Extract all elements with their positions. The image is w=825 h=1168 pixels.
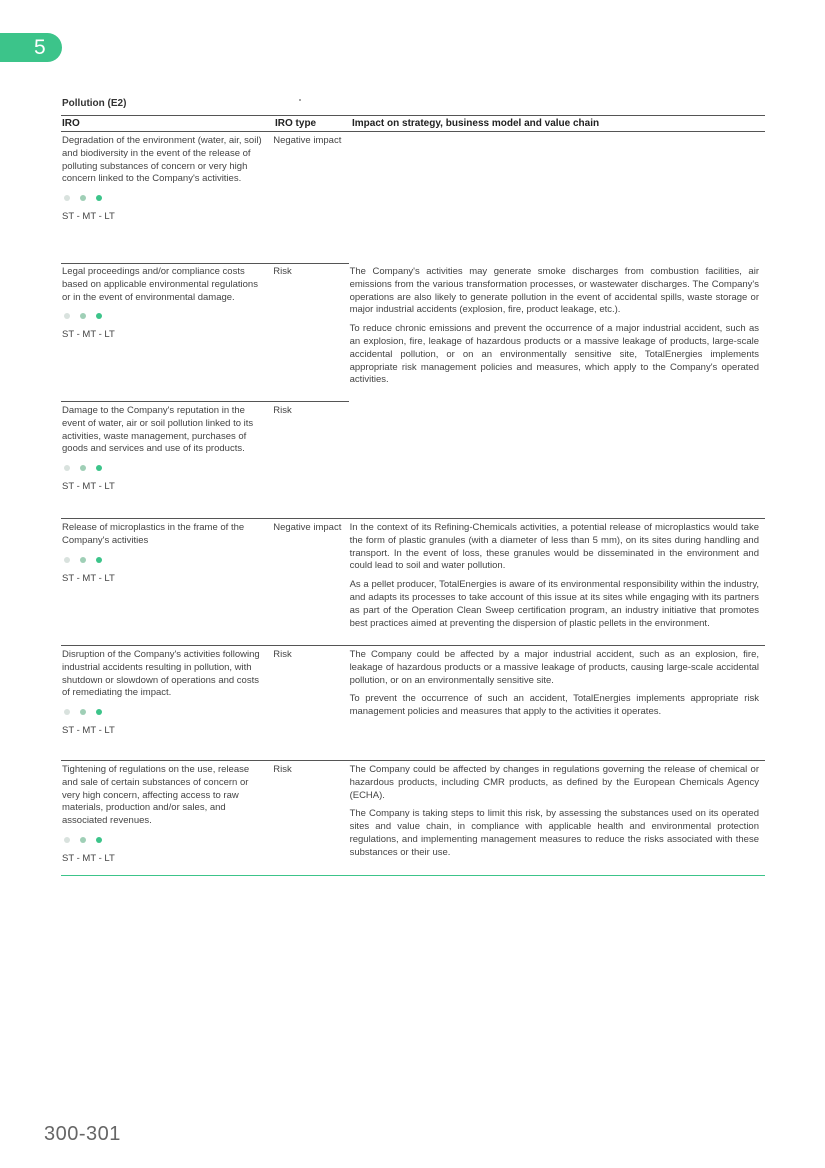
time-horizon: ST - MT - LT [62,852,115,864]
dot-long-term [96,709,102,715]
dot-medium-term [80,557,86,563]
impact-paragraph: As a pellet producer, TotalEnergies is aware of its environmental responsibility within the industry, and adapts its processes to take account of this issue at its sites while engaging with its partners as part of the Operation Clean Sweep certification program, an industry initiative that promotes best practices aimed at preventing the dispersion of plastic pellets in the environment. [349,579,759,629]
iro-type-cell: Risk [273,405,292,416]
dot-short-term [64,465,70,471]
iro-cell [61,519,273,645]
section-title: Pollution (E2) [62,98,127,109]
dot-short-term [64,313,70,319]
horizon-dots [64,195,267,201]
impact-cell [350,264,765,402]
iro-type-cell: Risk [273,266,292,277]
horizon-dots [64,557,267,563]
table-row [61,264,765,402]
dot-medium-term [80,837,86,843]
impact-paragraph: The Company could be affected by a major industrial accident, such as an explosion, fire, leakage of hazardous products or a massive leakage of products, causing large-scale accidental pollution, or on an environmentally sensitive site. [349,649,759,686]
iro-description: Tightening of regulations on the use, release and sale of certain substances of concern or very high concern, affecting access to raw materials, production and/or sales, and associated revenues. [62,764,250,827]
dot-short-term [64,195,70,201]
dot-short-term [64,837,70,843]
impact-cell [350,761,765,875]
iro-description: Damage to the Company's reputation in the event of water, air or soil pollution linked to its activities, waste management, purchases of goods and services and use of its products. [62,405,254,455]
impact-cell [350,402,765,518]
table-row [61,646,765,761]
horizon-dots [64,837,267,843]
header-impact: Impact on strategy, business model and value chain [352,118,600,129]
iro-description: Legal proceedings and/or compliance costs based on applicable environmental regulations or in the event of environmental damage. [62,266,258,303]
iro-cell [61,264,273,402]
iro-table [61,115,765,876]
header-iro: IRO [62,118,80,129]
decorative-dot [299,99,301,101]
time-horizon: ST - MT - LT [62,572,115,584]
time-horizon: ST - MT - LT [62,329,115,341]
impact-cell [350,519,765,645]
iro-cell [61,132,273,264]
dot-long-term [96,195,102,201]
horizon-dots [64,465,267,471]
impact-paragraph: In the context of its Refining-Chemicals activities, a potential release of microplastics would take the form of plastic granules (with a diameter of less than 5 mm), on its sites during handling and transport. In the event of loss, these granules would be disseminated in the environment and could lead to soil and water pollution. [349,522,759,572]
dot-medium-term [80,195,86,201]
iro-type-cell: Risk [273,649,292,660]
header-iro-type: IRO type [275,118,317,129]
horizon-dots [64,313,267,319]
dot-long-term [96,313,102,319]
table-row [61,132,765,264]
iro-type-cell: Negative impact [273,522,342,533]
impact-paragraph: The Company could be affected by changes in regulations governing the release of chemical or hazardous products, including CMR products, as defined by the European Chemicals Agency (ECHA). [349,764,759,801]
time-horizon: ST - MT - LT [62,211,115,223]
dot-long-term [96,557,102,563]
impact-paragraph: To prevent the occurrence of such an accident, TotalEnergies implements appropriate risk management policies and measures that apply to the activities it operates. [349,693,759,718]
table-row [61,519,765,646]
dot-medium-term [80,313,86,319]
iro-cell [61,646,273,760]
dot-short-term [64,557,70,563]
iro-description: Release of microplastics in the frame of the Company's activities [62,522,245,546]
dot-medium-term [80,709,86,715]
chapter-number: 5 [34,36,46,59]
impact-cell [350,646,765,760]
iro-cell [61,402,273,518]
table-row [61,761,765,876]
dot-long-term [96,465,102,471]
dot-medium-term [80,465,86,471]
iro-description: Disruption of the Company's activities following industrial accidents resulting in pollution, with shutdown or slowdown of operations and costs of remediating the impact. [62,649,260,699]
impact-paragraph: To reduce chronic emissions and prevent the occurrence of a major industrial accident, such as an explosion, fire, leakage of hazardous products or a massive leakage of products, large-scale accidental pollution, or on an environmentally sensitive site, TotalEnergies implements appropriate risk management policies and measures, which apply to the Company's operated activities. [349,323,759,386]
page-number: 300-301 [44,1123,121,1145]
impact-paragraph: The Company's activities may generate smoke discharges from combustion facilities, air emissions from the various transformation processes, or wastewater discharges. The Company's operations are also likely to generate pollution in the event of accidental spills, waste storage or major industrial accidents (explosion, fire, product leakage, etc.). [349,266,759,316]
dot-long-term [96,837,102,843]
iro-type-cell: Negative impact [273,135,342,146]
impact-paragraph: The Company is taking steps to limit this risk, by assessing the substances used on its operated sites and value chain, in compliance with applicable health and environmental protection regulations, and implementing management measures to reduce the risks associated with these substances or their use. [349,808,759,858]
horizon-dots [64,709,267,715]
iro-cell [61,761,273,875]
time-horizon: ST - MT - LT [62,725,115,737]
iro-type-cell: Risk [273,764,292,775]
impact-cell [350,132,765,264]
table-row [61,402,765,519]
iro-description: Degradation of the environment (water, air, soil) and biodiversity in the event of the release of polluting substances of concern or very high concern linked to the Company's activities. [62,135,262,185]
time-horizon: ST - MT - LT [62,481,115,493]
chapter-tab [0,33,62,62]
table-header [61,115,765,132]
dot-short-term [64,709,70,715]
